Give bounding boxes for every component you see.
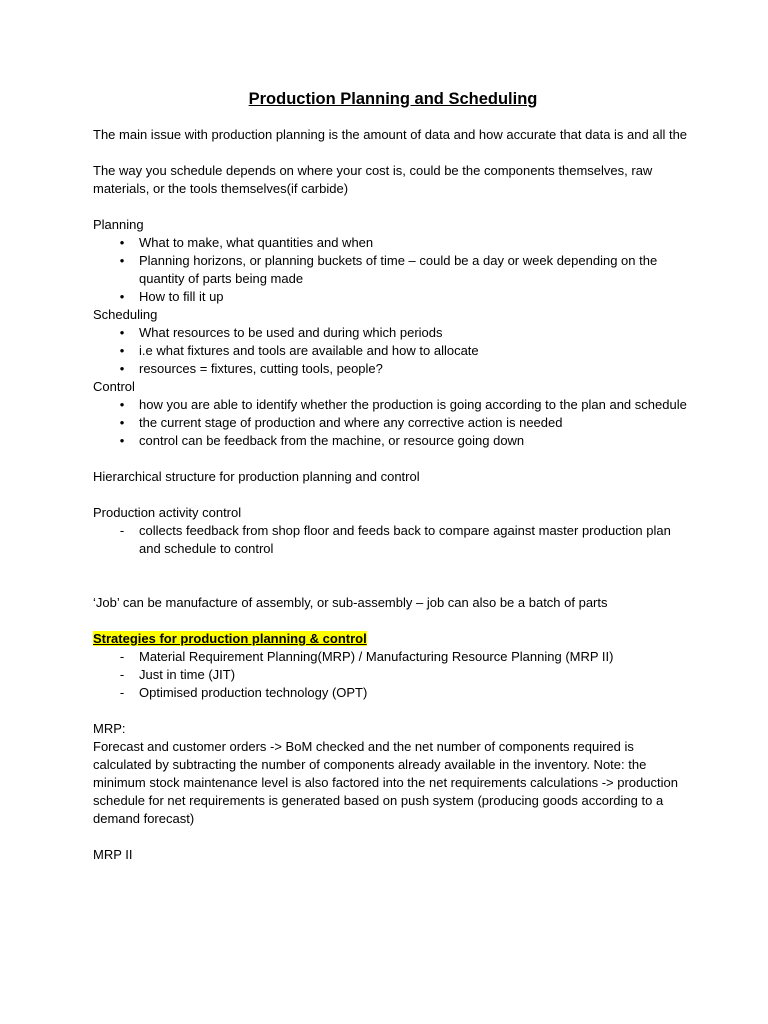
control-list (93, 396, 693, 450)
list-item: - Optimised production technology (OPT) (93, 684, 693, 702)
list-item: • how you are able to identify whether the production is going according to the plan and schedule (93, 396, 693, 414)
scheduling-list (93, 324, 693, 378)
mrp-paragraph: Forecast and customer orders -> BoM checked and the net number of components required is calculated by subtracting the number of components already available in the inventory. Note: the minimum stock maintenance level is also factored into the net requirements calculations -> production schedule for net requirements is generated based on push system (producing goods according to a demand forecast) (93, 739, 678, 826)
pac-list (93, 522, 693, 558)
mrp2-heading: MRP II (93, 847, 133, 862)
mrp-heading: MRP: (93, 721, 126, 736)
list-item: • resources = fixtures, cutting tools, people? (93, 360, 693, 378)
bullet-icon: • (119, 361, 125, 376)
intro-paragraph-1: The main issue with production planning is the amount of data and how accurate that data is and all the (93, 127, 688, 142)
dash-icon: - (119, 685, 125, 700)
bullet-icon: • (119, 253, 125, 268)
strategies-list (93, 648, 693, 702)
document-title: Production Planning and Scheduling (248, 90, 538, 108)
strategies-heading (93, 630, 693, 648)
bullet-icon: • (119, 397, 125, 412)
dash-icon: - (119, 649, 125, 664)
planning-heading: Planning (93, 217, 144, 232)
dash-icon: - (119, 523, 125, 538)
job-paragraph: ‘Job’ can be manufacture of assembly, or sub-assembly – job can also be a batch of parts (93, 595, 608, 610)
list-item: • Planning horizons, or planning buckets of time – could be a day or week depending on the quantity of parts being made (93, 252, 693, 288)
bullet-icon: • (119, 415, 125, 430)
list-item: • What resources to be used and during which periods (93, 324, 693, 342)
list-item: - Just in time (JIT) (93, 666, 693, 684)
list-item: - collects feedback from shop floor and feeds back to compare against master production plan and schedule to control (93, 522, 693, 558)
scheduling-heading: Scheduling (93, 307, 158, 322)
bullet-icon: • (119, 289, 125, 304)
pac-heading: Production activity control (93, 505, 242, 520)
dash-icon: - (119, 667, 125, 682)
intro-paragraph-2: The way you schedule depends on where your cost is, could be the components themselves, raw materials, or the tools themselves(if carbide) (93, 163, 653, 196)
bullet-icon: • (119, 343, 125, 358)
list-item: • What to make, what quantities and when (93, 234, 693, 252)
list-item: • the current stage of production and where any corrective action is needed (93, 414, 693, 432)
list-item: • control can be feedback from the machine, or resource going down (93, 432, 693, 450)
bullet-icon: • (119, 235, 125, 250)
highlighted-text: Strategies for production planning & control (93, 631, 367, 646)
control-heading: Control (93, 379, 135, 394)
bullet-icon: • (119, 325, 125, 340)
list-item: - Material Requirement Planning(MRP) / Manufacturing Resource Planning (MRP II) (93, 648, 693, 666)
bullet-icon: • (119, 433, 125, 448)
list-item: • How to fill it up (93, 288, 693, 306)
planning-list (93, 234, 693, 306)
list-item: • i.e what fixtures and tools are available and how to allocate (93, 342, 693, 360)
document-page (93, 88, 693, 864)
hierarchy-paragraph: Hierarchical structure for production planning and control (93, 469, 420, 484)
